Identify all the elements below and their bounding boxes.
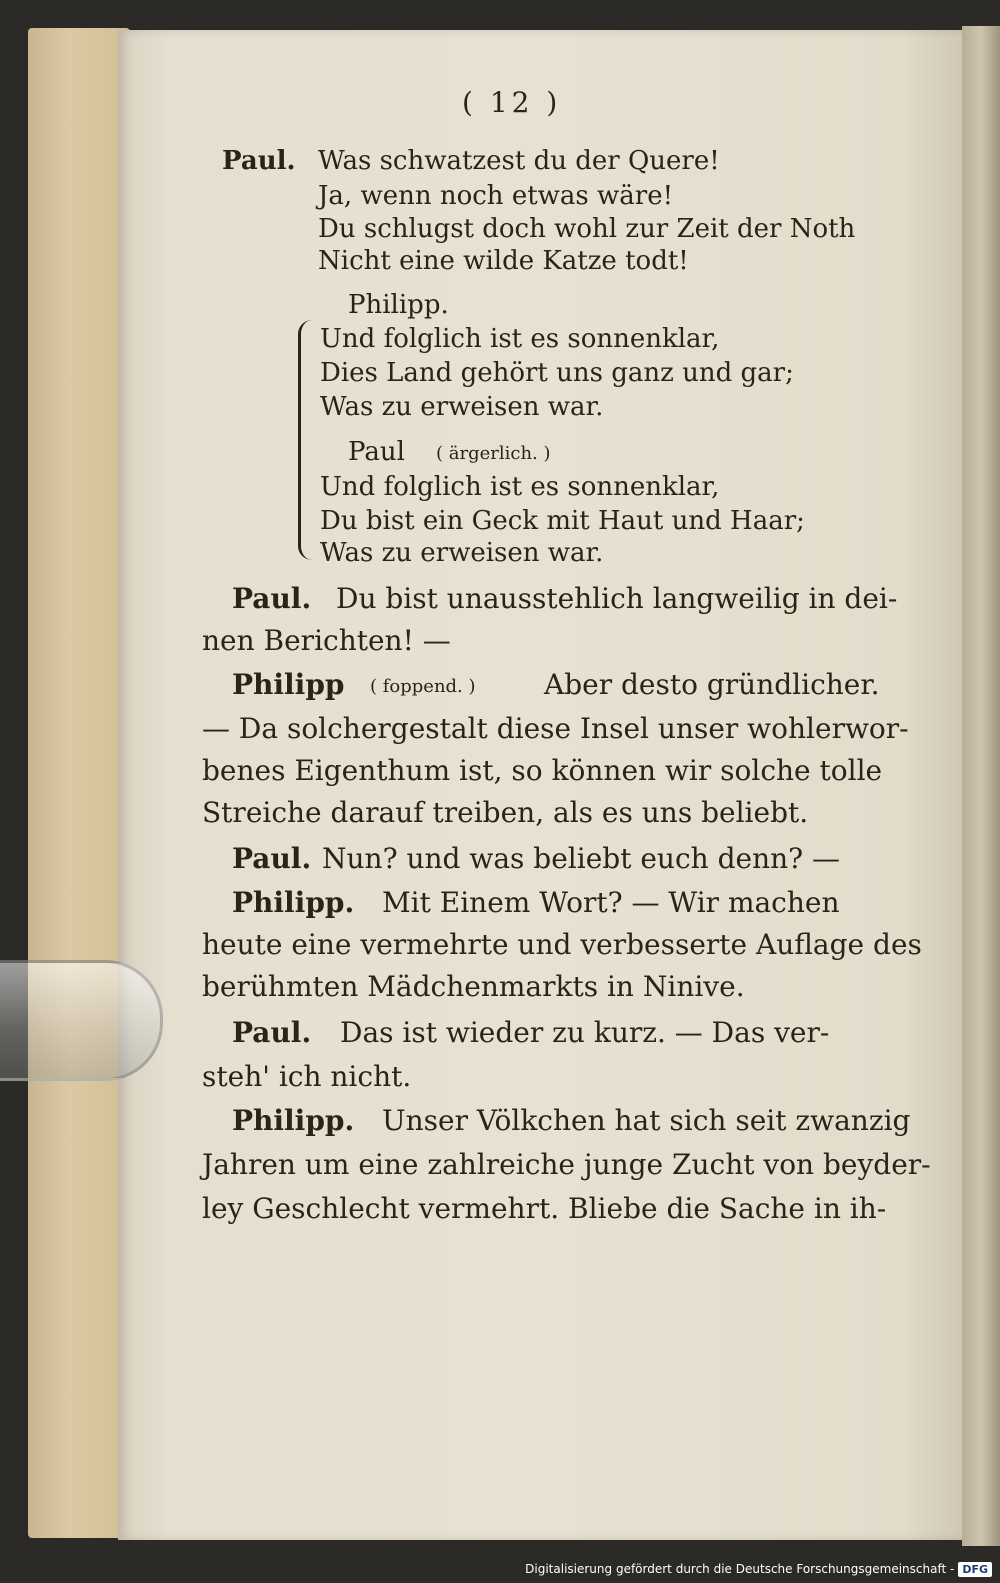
prose-line: Unser Völkchen hat sich seit zwanzig bbox=[382, 1104, 911, 1137]
duet-speaker: Paul bbox=[348, 437, 405, 467]
verse-line: Was zu erweisen war. bbox=[320, 392, 604, 422]
dfg-logo: DFG bbox=[958, 1562, 992, 1577]
verse-line: Was zu erweisen war. bbox=[320, 538, 604, 568]
verse-line: Und folglich ist es sonnenklar, bbox=[320, 472, 720, 502]
book-binding-edge bbox=[962, 26, 1000, 1546]
duet-brace bbox=[298, 320, 317, 560]
speaker-label: Paul. bbox=[232, 842, 312, 875]
prose-line: heute eine vermehrte und verbesserte Auflage des bbox=[202, 928, 922, 961]
verse-line: Du bist ein Geck mit Haut und Haar; bbox=[320, 506, 805, 536]
verse-line: Was schwatzest du der Quere! bbox=[318, 146, 720, 176]
prose-line: Du bist unausstehlich langweilig in dei- bbox=[336, 582, 898, 615]
speaker-label: Paul. bbox=[232, 1016, 312, 1049]
page-stack-edge bbox=[28, 28, 130, 1538]
prose-line: nen Berichten! — bbox=[202, 624, 451, 657]
verse-line: Du schlugst doch wohl zur Zeit der Noth bbox=[318, 214, 856, 244]
prose-line: berühmten Mädchenmarkts in Ninive. bbox=[202, 970, 745, 1003]
verse-line: Und folglich ist es sonnenklar, bbox=[320, 324, 720, 354]
prose-line: Aber desto gründlicher. bbox=[544, 668, 880, 701]
stage-direction: ( ärgerlich. ) bbox=[436, 443, 551, 464]
prose-line: — Da solchergestalt diese Insel unser wohlerwor- bbox=[202, 712, 909, 745]
prose-line: steh' ich nicht. bbox=[202, 1060, 412, 1093]
prose-line: Nun? und was beliebt euch denn? — bbox=[322, 842, 841, 875]
prose-line: benes Eigenthum ist, so können wir solche tolle bbox=[202, 754, 883, 787]
duet-speaker: Philipp. bbox=[348, 290, 449, 320]
prose-line: Das ist wieder zu kurz. — Das ver- bbox=[340, 1016, 830, 1049]
speaker-label: Philipp. bbox=[232, 886, 355, 919]
footer-credit bbox=[525, 1559, 992, 1579]
footer-text: Digitalisierung gefördert durch die Deutsche Forschungsgemeinschaft - bbox=[525, 1562, 955, 1576]
speaker-label: Philipp. bbox=[232, 1104, 355, 1137]
speaker-label: Paul. bbox=[222, 146, 296, 176]
speaker-label: Philipp bbox=[232, 668, 345, 701]
verse-line: Dies Land gehört uns ganz und gar; bbox=[320, 358, 794, 388]
verse-line: Nicht eine wilde Katze todt! bbox=[318, 246, 689, 276]
stage-direction: ( foppend. ) bbox=[370, 676, 476, 697]
page-clip bbox=[0, 960, 163, 1081]
prose-line: ley Geschlecht vermehrt. Bliebe die Sache in ih- bbox=[202, 1192, 887, 1225]
page-number: ( 12 ) bbox=[462, 86, 562, 119]
prose-line: Mit Einem Wort? — Wir machen bbox=[382, 886, 840, 919]
prose-line: Jahren um eine zahlreiche junge Zucht von beyder- bbox=[202, 1148, 931, 1181]
prose-line: Streiche darauf treiben, als es uns beliebt. bbox=[202, 796, 809, 829]
speaker-label: Paul. bbox=[232, 582, 312, 615]
verse-line: Ja, wenn noch etwas wäre! bbox=[318, 181, 674, 211]
